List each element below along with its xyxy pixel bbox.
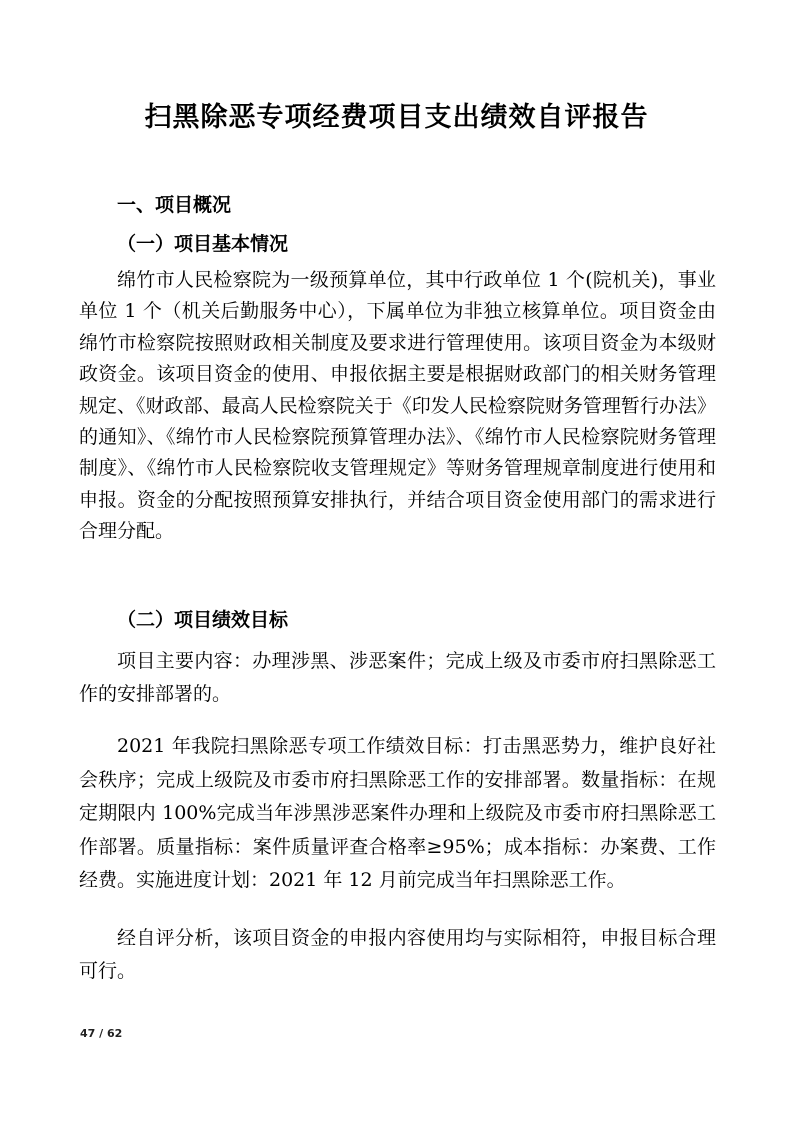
paragraph-main-content: 项目主要内容：办理涉黑、涉恶案件；完成上级及市委市府扫黑除恶工作的安排部署的。 [79,650,716,705]
page-number: 47 / 62 [80,1027,123,1040]
subsection-heading-performance-goals: （二）项目绩效目标 [117,609,289,631]
section-heading-overview: 一、项目概况 [117,194,232,216]
paragraph-performance-targets: 2021 年我院扫黑除恶专项工作绩效目标：打击黑恶势力，维护良好社会秩序；完成上级院及市委市府扫黑除恶工作的安排部署。数量指标：在规定期限内 100%完成当年涉黑涉恶案件办理和上级院及市委市府扫黑除恶工作部署。质量指标：案件质量评查合格率≥95%；成本指标：办案费、工作经费。实施进度计划：2021 年 12 月前完成当年扫黑除恶工作。 [79,735,716,891]
paragraph-self-evaluation: 经自评分析，该项目资金的申报内容使用均与实际相符，申报目标合理可行。 [79,927,716,982]
paragraph-basic-info: 绵竹市人民检察院为一级预算单位，其中行政单位 1 个(院机关)，事业单位 1 个（机关后勤服务中心），下属单位为非独立核算单位。项目资金由绵竹市检察院按照财政相关制度及要求进行管理使用。该项目资金为本级财政资金。该项目资金的使用、申报依据主要是根据财政部门的相关财务管理规定、《财政部、最高人民检察院关于《印发人民检察院财务管理暂行办法》的通知》、《绵竹市人民检察院预算管理办法》、《绵竹市人民检察院财务管理制度》、《绵竹市人民检察院收支管理规定》等财务管理规章制度进行使用和申报。资金的分配按照预算安排执行，并结合项目资金使用部门的需求进行合理分配。 [79,269,716,543]
subsection-heading-basic-info: （一）项目基本情况 [117,233,289,255]
document-title: 扫黑除恶专项经费项目支出绩效自评报告 [144,102,649,133]
